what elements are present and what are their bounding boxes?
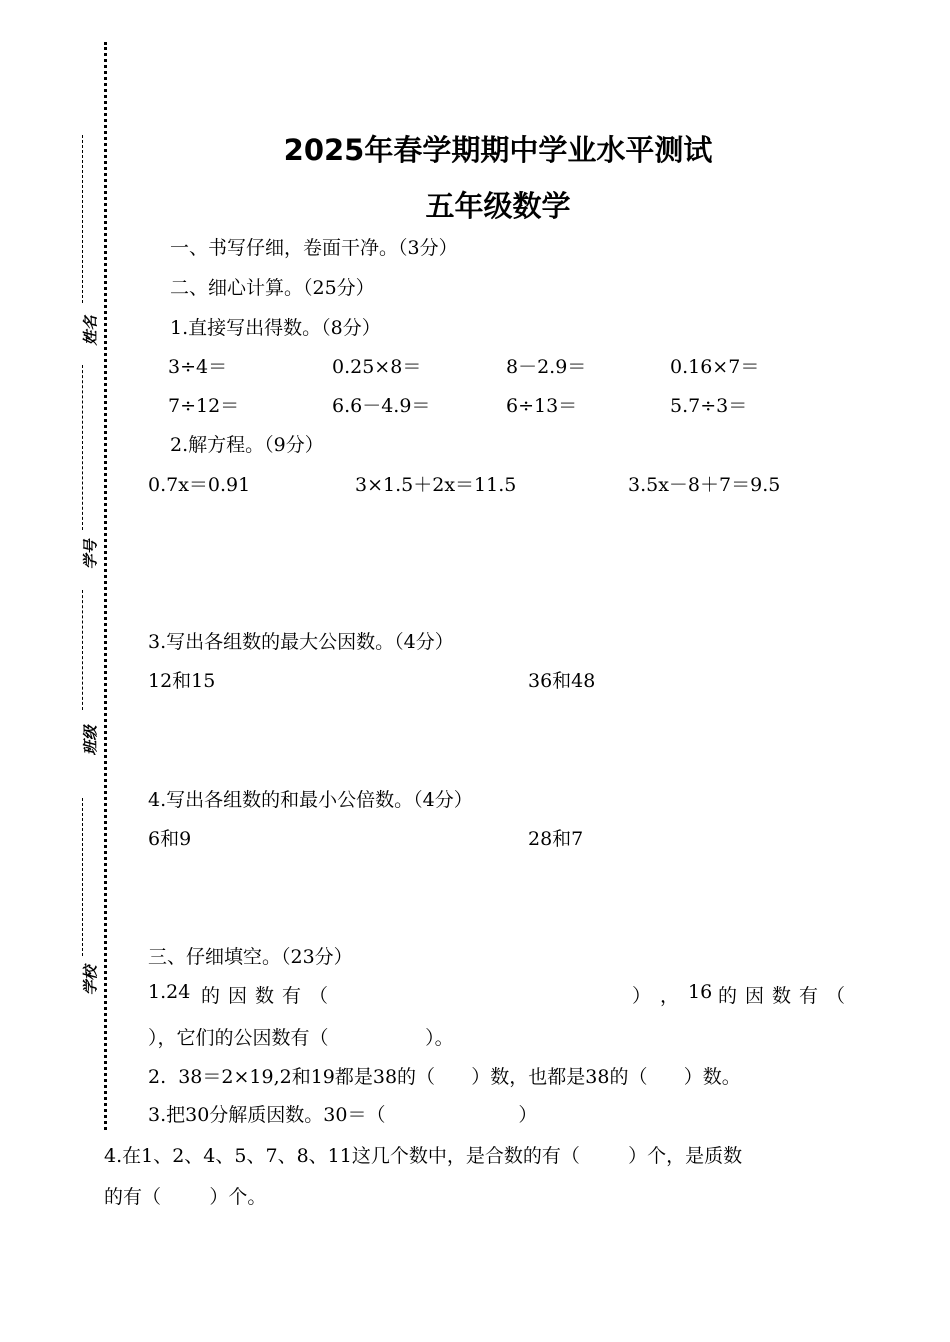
fill-1-text: （ xyxy=(826,985,846,1007)
gcd-item: 36和48 xyxy=(528,670,596,692)
lcm-item: 28和7 xyxy=(528,828,584,850)
exam-title: 2025年春学期期中学业水平测试 xyxy=(283,133,713,167)
fill-2-text: 2. 38＝2×19,2和19都是38的（ ）数，也都是38的（ ）数。 xyxy=(148,1066,741,1088)
fill-1-text: 因 xyxy=(745,985,765,1007)
name-blank-line-lower xyxy=(82,365,83,530)
fill-4-text: 4.在1、2、4、5、7、8、11这几个数中，是合数的有（ ）个，是质数 xyxy=(104,1145,743,1167)
fill-1-text: 数 xyxy=(772,985,792,1007)
equation-item: 3.5x－8＋7＝9.5 xyxy=(628,474,781,496)
fill-1-text-line2: ），它们的公因数有（ ）。 xyxy=(148,1027,454,1049)
fill-1-text: 的 xyxy=(718,985,738,1007)
q1-heading: 1.直接写出得数。（8分） xyxy=(170,317,381,339)
lcm-item: 6和9 xyxy=(148,828,192,850)
fill-4-text-line2: 的有（ ）个。 xyxy=(104,1186,267,1208)
calc-item: 8－2.9＝ xyxy=(506,356,587,378)
fill-1-text: （ xyxy=(309,985,329,1007)
calc-item: 6÷13＝ xyxy=(506,395,578,417)
fill-1-text: ） xyxy=(632,985,652,1007)
fill-1-text: ， xyxy=(660,985,680,1007)
fill-1-text: 数 xyxy=(255,985,275,1007)
class-label: 班级 xyxy=(81,725,100,756)
calc-item: 0.25×8＝ xyxy=(332,356,422,378)
section-1-heading: 一、书写仔细，卷面干净。（3分） xyxy=(170,237,458,259)
school-label: 学校 xyxy=(81,965,100,996)
fill-1-text: 有 xyxy=(799,985,819,1007)
school-blank-line xyxy=(82,798,83,956)
class-blank-line xyxy=(82,590,83,710)
q2-heading: 2.解方程。（9分） xyxy=(170,434,324,456)
fill-3-text: 3.把30分解质因数。30＝（ ） xyxy=(148,1104,538,1126)
gcd-item: 12和15 xyxy=(148,670,216,692)
fill-1-text: 的 xyxy=(201,985,221,1007)
exam-subtitle: 五年级数学 xyxy=(425,189,571,223)
student-number-label: 学号 xyxy=(81,539,100,570)
calc-item: 0.16×7＝ xyxy=(670,356,760,378)
calc-item: 7÷12＝ xyxy=(168,395,240,417)
q3-heading: 3.写出各组数的最大公因数。（4分） xyxy=(148,631,454,653)
q4-heading: 4.写出各组数的和最小公倍数。（4分） xyxy=(148,789,473,811)
fill-1-text: 16 xyxy=(688,981,713,1003)
equation-item: 0.7x＝0.91 xyxy=(148,474,251,496)
name-label: 姓名 xyxy=(81,315,100,346)
fill-1-text: 有 xyxy=(282,985,302,1007)
calc-item: 6.6－4.9＝ xyxy=(332,395,431,417)
section-2-heading: 二、细心计算。（25分） xyxy=(170,277,375,299)
fill-1-text: 1.24 xyxy=(148,981,191,1003)
section-3-heading: 三、仔细填空。（23分） xyxy=(148,946,353,968)
equation-item: 3×1.5＋2x＝11.5 xyxy=(355,474,517,496)
calc-item: 3÷4＝ xyxy=(168,356,228,378)
calc-item: 5.7÷3＝ xyxy=(670,395,748,417)
fill-1-text: 因 xyxy=(228,985,248,1007)
